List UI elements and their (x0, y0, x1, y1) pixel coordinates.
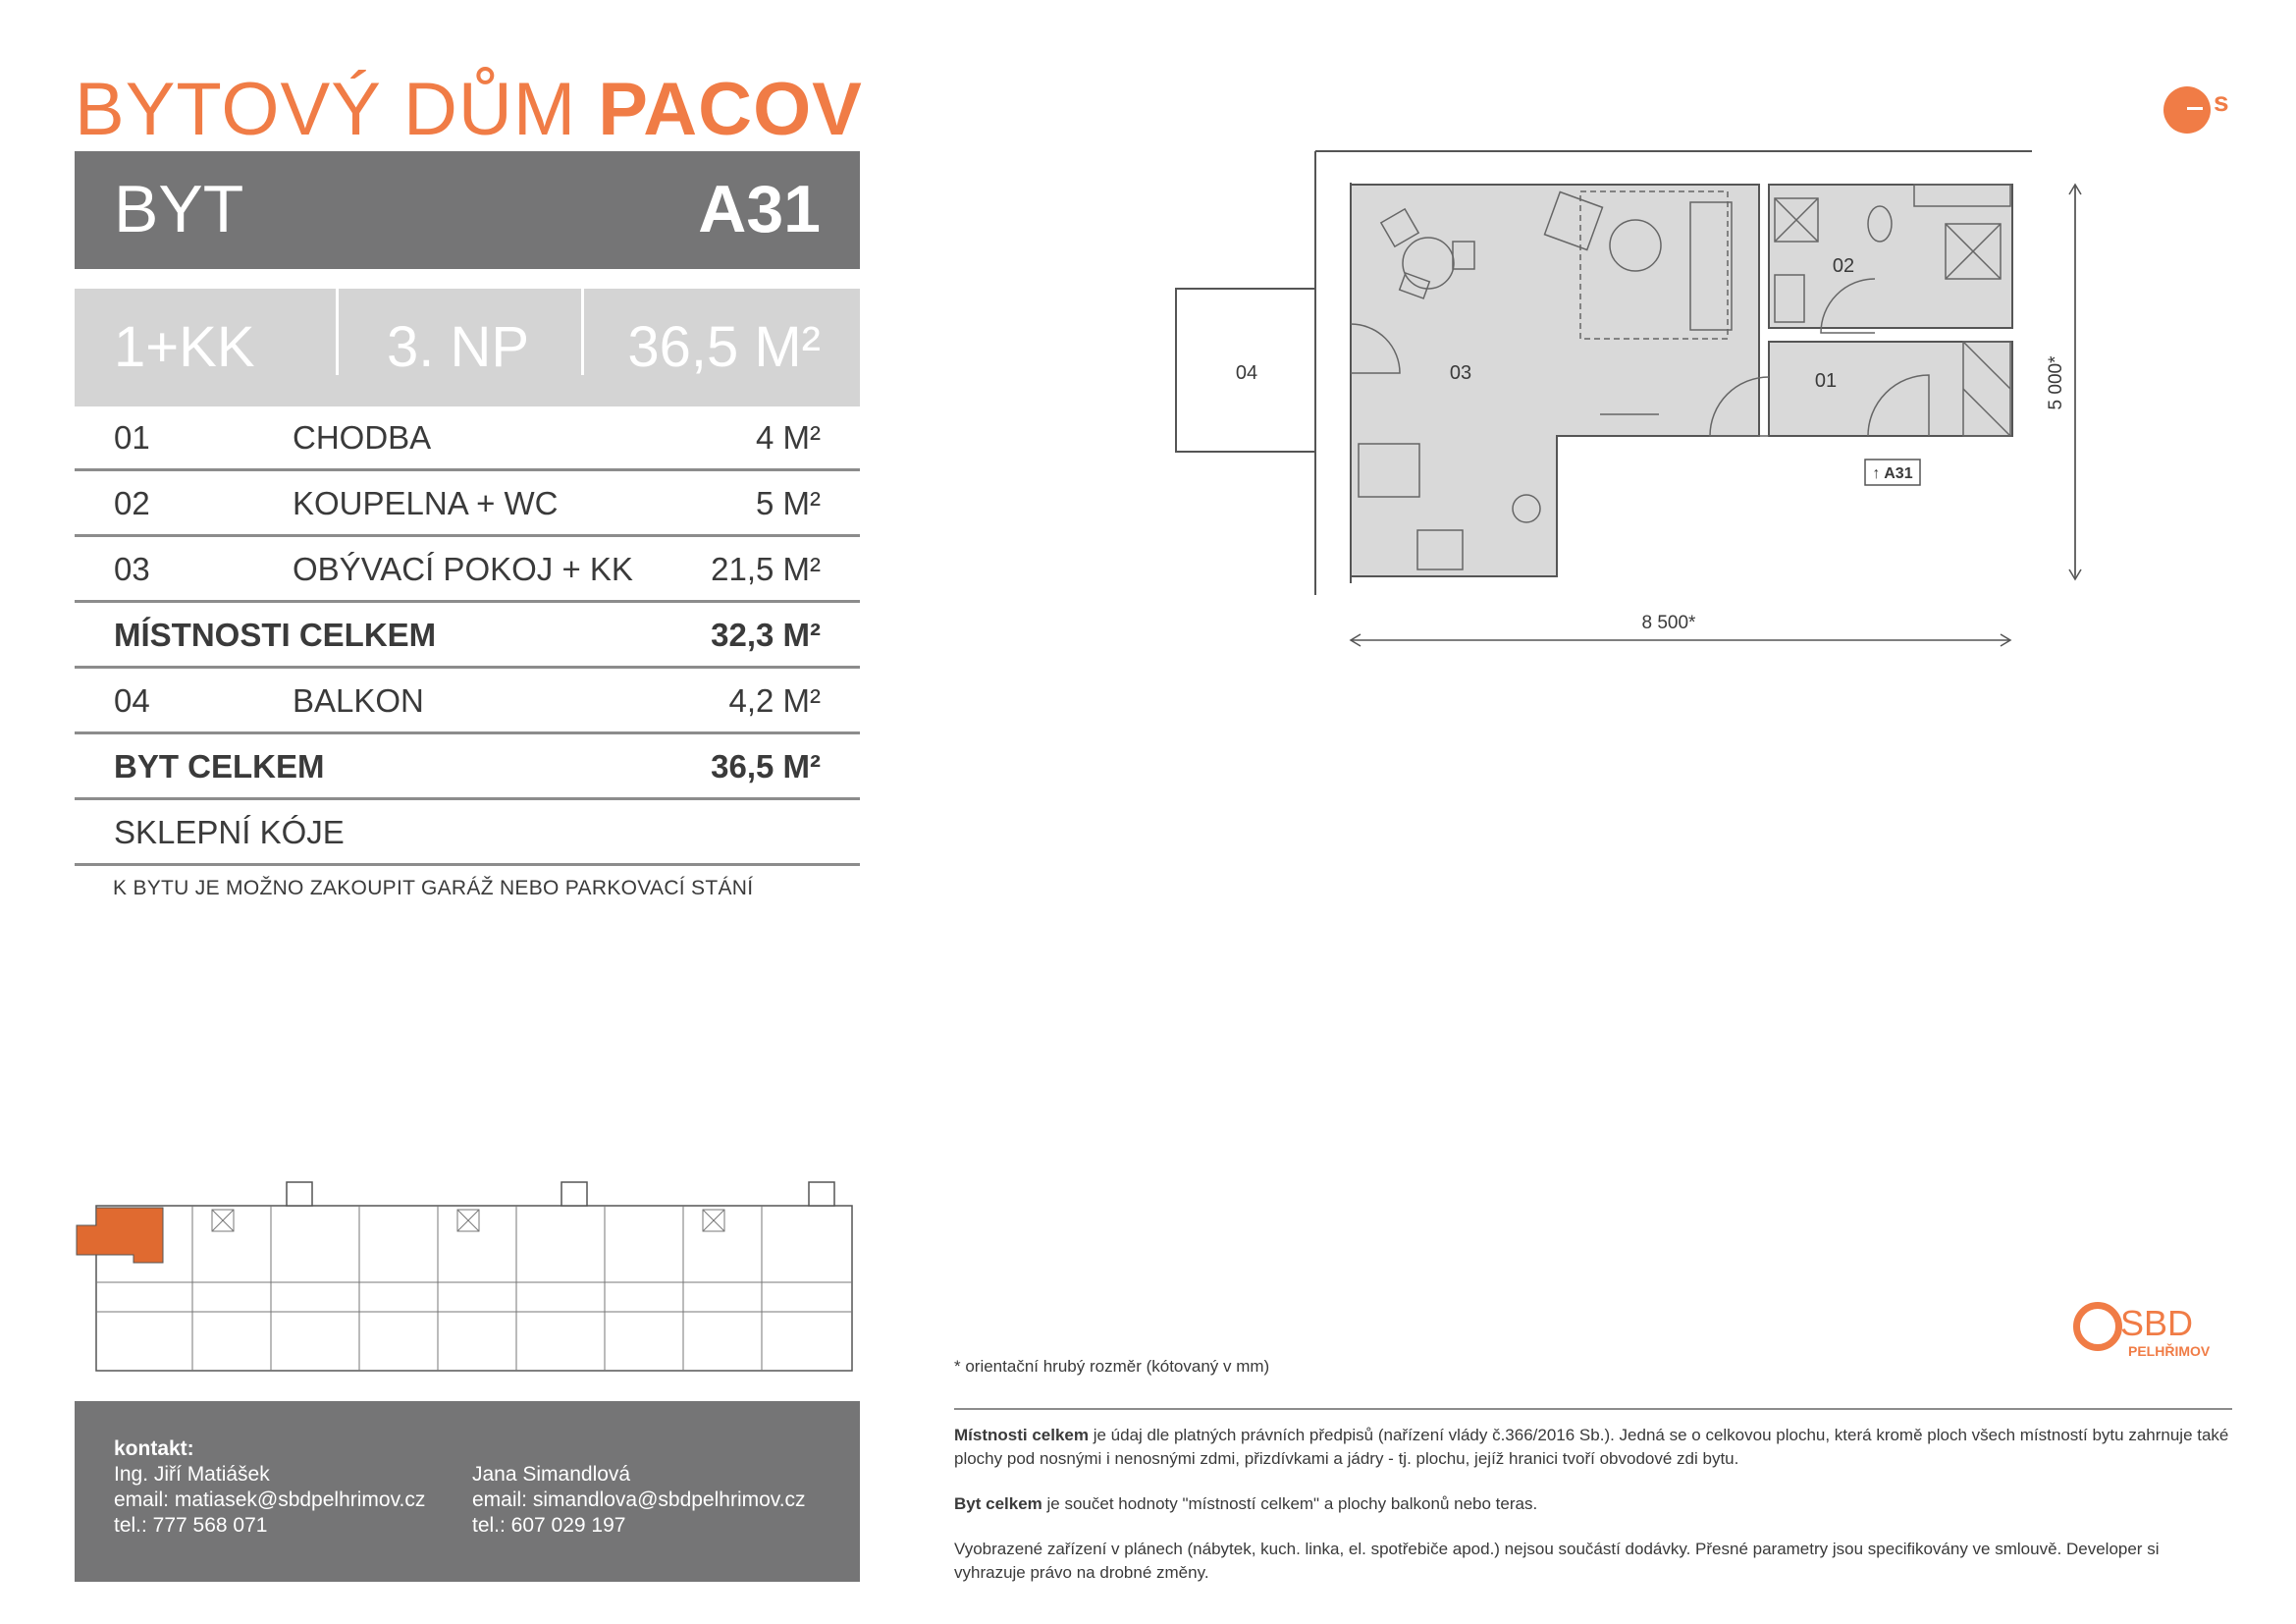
room-row (75, 405, 860, 471)
unit-code: A31 (698, 172, 821, 246)
sbd-logo-bottom: PELHŘIMOV (2128, 1343, 2211, 1359)
sbd-logo-icon (2073, 1302, 2122, 1351)
room-number: 02 (114, 485, 150, 521)
summary-floor: 3. NP (387, 315, 530, 379)
unit-summary (75, 289, 860, 406)
total-area: 36,5 M² (711, 748, 821, 785)
corner-logo-dash (2187, 107, 2203, 110)
room-row (75, 536, 860, 603)
footnote-unit-total: Byt celkem je součet hodnoty "místností celkem" a plochy balkonů nebo teras. (954, 1494, 1538, 1513)
contact-1-phone[interactable]: tel.: 777 568 071 (114, 1514, 268, 1537)
unit-header (75, 151, 860, 269)
purchase-note: K BYTU JE MOŽNO ZAKOUPIT GARÁŽ NEBO PARKOVACÍ STÁNÍ (113, 877, 754, 899)
unit-label: BYT (114, 172, 244, 246)
corner-logo (2163, 86, 2211, 134)
room-label-03: 03 (1449, 362, 1472, 384)
room-area: 4,2 M² (728, 682, 821, 719)
room-label-04: 04 (1235, 362, 1258, 384)
room-row (75, 668, 860, 734)
sbd-logo-top: SBD (2120, 1303, 2194, 1343)
room-number: 03 (114, 551, 150, 587)
total-label: MÍSTNOSTI CELKEM (114, 617, 437, 653)
summary-divider (581, 289, 584, 375)
room-name: SKLEPNÍ KÓJE (114, 814, 345, 850)
contact-2-email[interactable]: email: simandlova@sbdpelhrimov.cz (472, 1489, 806, 1511)
building-key-plan (75, 1174, 860, 1380)
room-area: 21,5 M² (711, 551, 821, 587)
summary-area: 36,5 M² (627, 315, 821, 379)
dimension-footnote: * orientační hrubý rozměr (kótovaný v mm) (954, 1357, 1270, 1376)
contact-1-name: Ing. Jiří Matiášek (114, 1463, 270, 1486)
cellar-row (75, 799, 860, 866)
room-name: CHODBA (293, 419, 432, 456)
room-name: BALKON (293, 682, 424, 719)
unit-total-row (75, 733, 860, 800)
footnote-rooms-total: Místnosti celkem je údaj dle platných právních předpisů (nařízení vlády č.366/2016 Sb.). Jedná se o celkovou plochu, která kromě ploch všech místností bytu zahrnuje také plochy pod nosnými i nenosnými zdmi, přizdívkami a jádry - tj. plochu, jejíž hranici tvoří obvodové zdi bytu. (954, 1426, 2229, 1468)
room-label-02: 02 (1832, 255, 1855, 277)
highlighted-unit (77, 1208, 163, 1263)
room-number: 01 (114, 419, 150, 456)
footnote-equipment: Vyobrazené zařízení v plánech (nábytek, kuch. linka, el. spotřebiče apod.) nejsou součástí dodávky. Přesné parametry jsou specifikovány ve smlouvě. Developer si vyhrazuje právo na drobné změny. (954, 1540, 2160, 1582)
summary-divider (336, 289, 339, 375)
dimension-width: 8 500* (1641, 613, 1696, 633)
room-area: 4 M² (756, 419, 821, 456)
contact-1-email[interactable]: email: matiasek@sbdpelhrimov.cz (114, 1489, 426, 1511)
room-number: 04 (114, 682, 150, 719)
room-label-01: 01 (1814, 370, 1838, 392)
room-area: 5 M² (756, 485, 821, 521)
footnote-divider (954, 1408, 2232, 1410)
contact-box (75, 1401, 860, 1582)
room-name: KOUPELNA + WC (293, 485, 559, 521)
entry-marker: ↑ A31 (1872, 465, 1913, 482)
page-title: BYTOVÝ DŮM PACOV (75, 68, 863, 151)
contact-2-name: Jana Simandlová (472, 1463, 631, 1486)
dimension-height: 5 000* (2046, 355, 2066, 410)
contact-heading: kontakt: (114, 1437, 194, 1460)
summary-layout: 1+KK (114, 315, 255, 379)
total-area: 32,3 M² (711, 617, 821, 653)
height-dimension (2046, 177, 2091, 589)
rooms-total-row (75, 602, 860, 669)
room-row (75, 470, 860, 537)
corner-logo-letter: s (2214, 86, 2229, 117)
total-label: BYT CELKEM (114, 748, 325, 785)
contact-2-phone[interactable]: tel.: 607 029 197 (472, 1514, 626, 1537)
room-name: OBÝVACÍ POKOJ + KK (293, 551, 633, 587)
floor-plan (1168, 147, 2052, 658)
